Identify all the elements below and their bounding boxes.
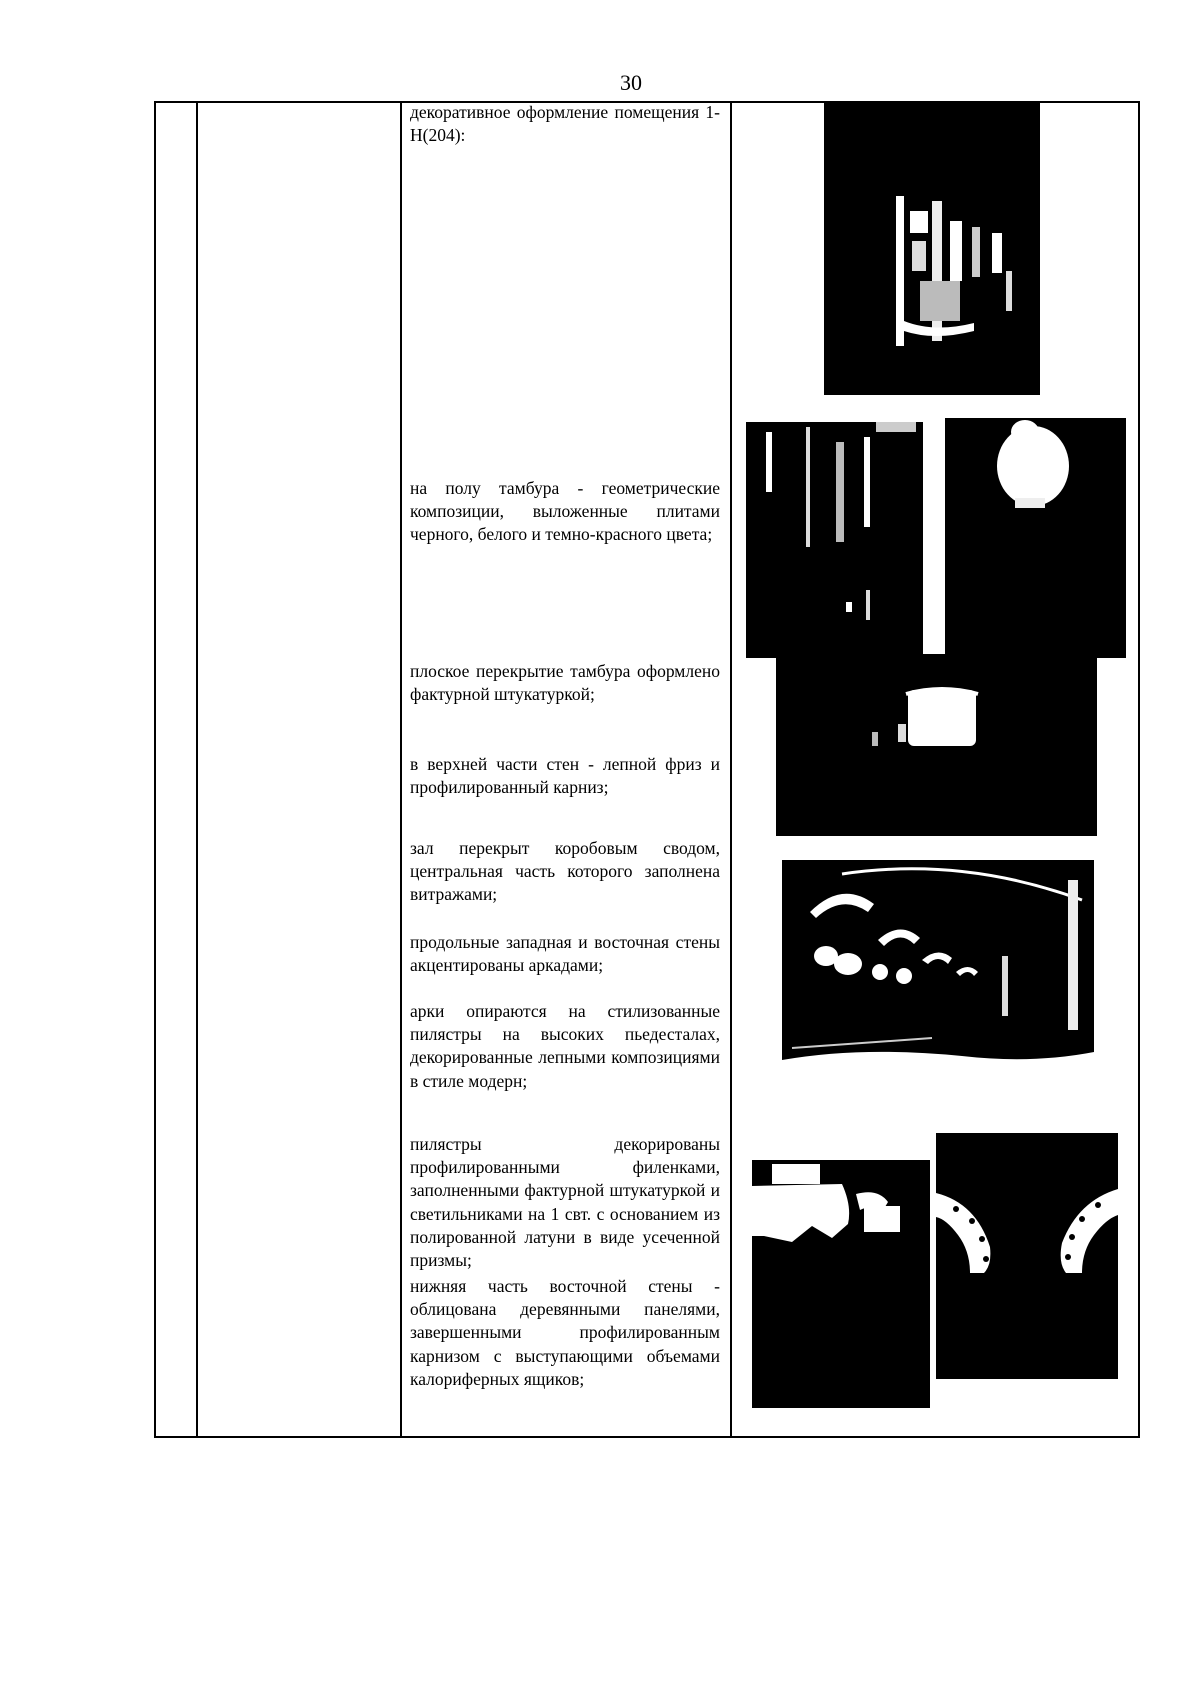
pilaster-lamp-photo (752, 1146, 930, 1408)
description-paragraph: плоское перекрытие тамбура оформлено фактурной штукатуркой; (410, 661, 720, 705)
frieze-photo (776, 654, 1097, 836)
description-paragraph: арки опираются на стилизованные пилястры на высоких пьедесталах, декорированные лепными композициями в стиле модерн; (410, 1001, 720, 1091)
description-paragraph: нижняя часть восточной стены - облицована деревянными панелями, завершенными профилированным карнизом с выступающими объемами калориферных ящиков; (410, 1276, 720, 1389)
description-paragraph: в верхней части стен - лепной фриз и профилированный карниз; (410, 754, 720, 798)
description-paragraph: декоративное оформление помещения 1-Н(204): (410, 102, 720, 146)
arch-detail-photo (936, 1133, 1118, 1379)
interior-photo (824, 101, 1040, 395)
description-paragraph: на полу тамбура - геометрические композиции, выложенные плитами черного, белого и темно-красного цвета; (410, 478, 720, 545)
hall-arcade-photo (782, 860, 1094, 1100)
column-divider (730, 103, 732, 1436)
column-divider (196, 103, 198, 1436)
page-number: 30 (620, 70, 642, 95)
ceiling-lamp-photo (945, 418, 1126, 658)
column-divider (400, 103, 402, 1436)
description-paragraph: продольные западная и восточная стены акцентированы аркадами; (410, 932, 720, 976)
description-paragraph: зал перекрыт коробовым сводом, центральная часть которого заполнена витражами; (410, 838, 720, 905)
description-paragraph: пилястры декорированы профилированными филенками, заполненными фактурной штукатуркой и светильниками на 1 свт. с основанием из полированной латуни в виде усеченной призмы; (410, 1134, 720, 1271)
vestibule-photo (746, 422, 923, 658)
